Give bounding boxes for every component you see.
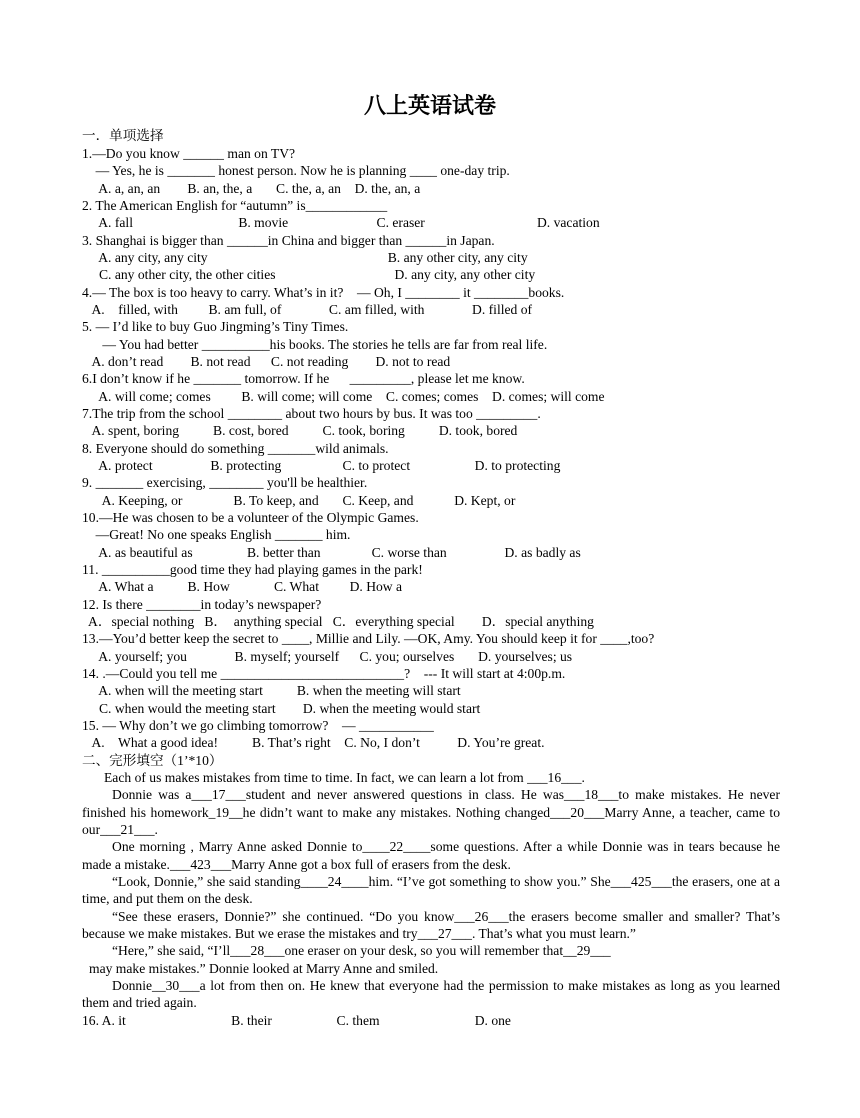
passage-paragraph: One morning , Marry Anne asked Donnie to____22____some questions. After a while Donnie was in tears because he made a mistake.___423___Marry Anne got a box full of erasers from the desk. xyxy=(82,839,780,872)
passage-paragraph: may make mistakes.” Donnie looked at Marry Anne and smiled. xyxy=(89,960,439,976)
options-line: A. Keeping, or B. To keep, and C. Keep, and D. Kept, or xyxy=(82,493,516,508)
options-line: C. any other city, the other cities D. any city, any other city xyxy=(82,267,536,282)
question-line: 8. Everyone should do something _______wild animals. xyxy=(82,441,389,456)
question-line: —Great! No one speaks English _______ him. xyxy=(82,527,351,542)
options-line: A. a, an, an B. an, the, a C. the, a, an D. the, an, a xyxy=(82,181,421,196)
question-line: — You had better __________his books. The stories he tells are far from real life. xyxy=(82,337,548,352)
options-line: A. when will the meeting start B. when the meeting will start xyxy=(82,683,461,698)
options-line: A. fall B. movie C. eraser D. vacation xyxy=(82,215,600,230)
options-line: C. when would the meeting start D. when the meeting would start xyxy=(82,701,481,716)
options-line: A. don’t read B. not read C. not reading D. not to read xyxy=(82,354,451,369)
question-line: 5. — I’d like to buy Guo Jingming’s Tiny Times. xyxy=(82,319,349,334)
section-heading: 二、完形填空（1’*10） xyxy=(82,753,223,768)
question-line: — Yes, he is _______ honest person. Now he is planning ____ one-day trip. xyxy=(82,163,510,178)
question-line: 3. Shanghai is bigger than ______in China and bigger than ______in Japan. xyxy=(82,233,495,248)
options-line: A. as beautiful as B. better than C. worse than D. as badly as xyxy=(82,545,581,560)
options-line: A. any city, any city B. any other city, any city xyxy=(82,250,528,265)
question-line: 6.I don’t know if he _______ tomorrow. If he _________, please let me know. xyxy=(82,371,525,386)
question-line: 7.The trip from the school ________ about two hours by bus. It was too _________. xyxy=(82,406,541,421)
passage-paragraph: Donnie__30___a lot from then on. He knew that everyone had the permission to make mistakes as long as you learned them and tried again. xyxy=(82,978,780,1011)
options-line: A. will come; comes B. will come; will come C. comes; comes D. comes; will come xyxy=(82,389,605,404)
passage-paragraph: Donnie was a___17___student and never answered questions in class. He was___18___to make mistakes. He never finished his homework_19__he didn’t want to make any mistakes. Nothing changed___20___Marry Anne, a teacher, came to our___21___. xyxy=(82,787,780,838)
question-line: 13.—You’d better keep the secret to ____, Millie and Lily. —OK, Amy. You should keep it for ____,too? xyxy=(82,631,655,646)
options-line: A．special nothing B． anything special C．everything special D．special anything xyxy=(82,614,594,629)
question-line: 9. _______ exercising, ________ you'll be healthier. xyxy=(82,475,368,490)
options-line: A. filled, with B. am full, of C. am filled, with D. filled of xyxy=(82,302,533,317)
section-heading: 一．单项选择 xyxy=(82,128,164,143)
question-line: 14. .—Could you tell me ___________________________? --- It will start at 4:00p.m. xyxy=(82,666,566,681)
question-line: 15. — Why don’t we go climbing tomorrow? — ___________ xyxy=(82,718,434,733)
options-line: A. protect B. protecting C. to protect D. to protecting xyxy=(82,458,561,473)
passage-paragraph: “See these erasers, Donnie?” she continued. “Do you know___26___the erasers become smaller and smaller? That’s because we make mistakes. But we erase the mistakes and try___27___. That’s what you must learn.” xyxy=(82,908,780,942)
question-line: 2. The American English for “autumn” is____________ xyxy=(82,198,388,213)
question-line: 11. __________good time they had playing games in the park! xyxy=(82,562,423,577)
options-line: A. What a B. How C. What D. How a xyxy=(82,579,403,594)
options-line: A. What a good idea! B. That’s right C. No, I don’t D. You’re great. xyxy=(82,735,545,750)
question-line: 12. Is there ________in today’s newspaper? xyxy=(82,597,322,612)
cloze-passage xyxy=(82,769,780,1012)
question-line: 4.— The box is too heavy to carry. What’s in it? — Oh, I ________ it ________books. xyxy=(82,285,565,300)
question-line: 10.—He was chosen to be a volunteer of the Olympic Games. xyxy=(82,510,419,525)
options-line: A. spent, boring B. cost, bored C. took, boring D. took, bored xyxy=(82,423,518,438)
options-line: A. yourself; you B. myself; yourself C. you; ourselves D. yourselves; us xyxy=(82,649,573,664)
page-title: 八上英语试卷 xyxy=(363,93,496,118)
passage-paragraph: Each of us makes mistakes from time to time. In fact, we can learn a lot from ___16___. xyxy=(104,770,585,785)
passage-paragraph: “Here,” she said, “I’ll___28___one eraser on your desk, so you will remember that__29___ xyxy=(112,943,611,959)
passage-paragraph: “Look, Donnie,” she said standing____24____him. “I’ve got something to show you.” She___425___the erasers, one at a time, and put them on the desk. xyxy=(82,874,780,907)
question-line: 1.—Do you know ______ man on TV? xyxy=(82,146,296,161)
options-line: 16. A. it B. their C. them D. one xyxy=(82,1013,511,1028)
